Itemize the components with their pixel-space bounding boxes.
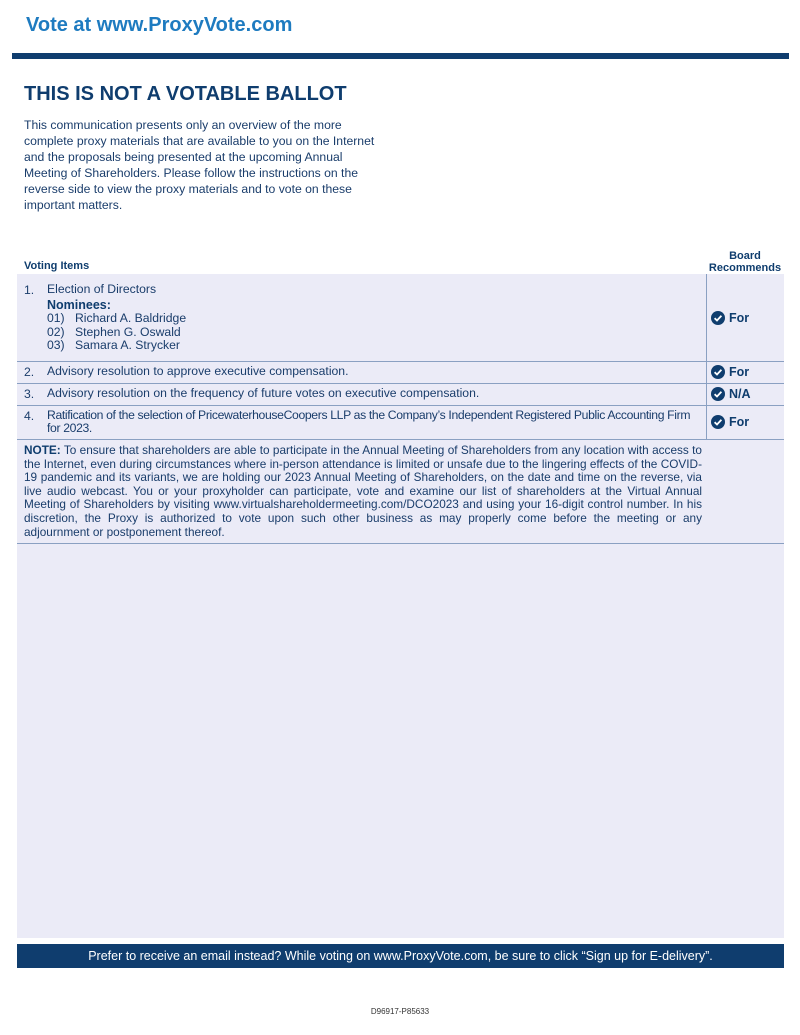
document-code: D96917-P85633 [370, 1007, 430, 1016]
item-number: 1. [24, 283, 35, 297]
item-text: Advisory resolution on the frequency of future votes on executive compensation. [47, 386, 480, 400]
check-circle-icon [711, 415, 725, 429]
proxyvote-link[interactable]: Vote at www.ProxyVote.com [26, 14, 293, 36]
board-recommendation [706, 383, 785, 405]
board-recommendation [706, 361, 785, 383]
note-label: NOTE: [24, 443, 61, 457]
nominee-name: Richard A. Baldridge [75, 311, 187, 326]
board-recommendation [706, 405, 785, 439]
voting-item-2 [17, 361, 784, 384]
note-paragraph [24, 444, 702, 539]
nominees-label: Nominees: [47, 298, 111, 313]
item-number: 4. [24, 409, 35, 423]
board-recommends-header [706, 250, 784, 274]
nominee-number: 03) [47, 337, 65, 352]
intro-paragraph: This communication presents only an overview of the more complete proxy materials that are available to you on the Internet and the proposals being presented at the upcoming Annual Meeting of Shareholders. Please follow the instructions on the reverse side to view the proxy materials and to vote on these important matters. [24, 118, 375, 212]
nominee-row [47, 339, 186, 352]
item-text: Ratification of the selection of PricewaterhouseCoopers LLP as the Company’s Independent Registered Public Accounting Firm for 2023. [47, 408, 691, 436]
board-header-line2: Recommends [708, 262, 782, 274]
recommendation-value: N/A [729, 387, 751, 401]
check-circle-icon [711, 311, 725, 325]
note-divider [17, 543, 784, 544]
page-title: THIS IS NOT A VOTABLE BALLOT [24, 83, 347, 105]
voting-items-header: Voting Items [24, 260, 90, 272]
item-text: Election of Directors [47, 282, 157, 296]
nominee-name: Stephen G. Oswald [75, 324, 181, 339]
board-header-line1: Board [729, 250, 761, 262]
header-rule [12, 53, 789, 59]
check-circle-icon [711, 365, 725, 379]
board-recommendation [706, 274, 785, 361]
note-text: To ensure that shareholders are able to participate in the Annual Meeting of Shareholders from any location with access to the Internet, even during circumstances where in-person attendance is limited or unsafe due to the lingering effects of the COVID-19 pandemic and its variants, we are holding our 2023 Annual Meeting of Shareholders, on the date and time on the reverse, via live audio webcast. You or your proxyholder can participate, vote and examine our list of shareholders at the Virtual Annual Meeting of Shareholders by visiting www.virtualshareholdermeeting.com/DCO2023 and using your 16-digit control number. In his discretion, the Proxy is authorized to vote upon such other business as may properly come before the meeting or any adjournment or postponement thereof. [24, 443, 702, 539]
item-number: 2. [24, 365, 35, 379]
voting-item-1 [17, 274, 784, 362]
check-circle-icon [711, 387, 725, 401]
nominee-number: 02) [47, 324, 65, 339]
item-text: Advisory resolution to approve executive compensation. [47, 364, 349, 378]
recommendation-value: For [729, 310, 750, 325]
voting-item-4 [17, 405, 784, 440]
nominee-name: Samara A. Strycker [75, 337, 180, 352]
voting-item-3 [17, 383, 784, 406]
recommendation-value: For [729, 415, 750, 429]
recommendation-value: For [729, 365, 750, 379]
edelivery-banner: Prefer to receive an email instead? While voting on www.ProxyVote.com, be sure to click “Sign up for E-delivery”. [17, 944, 784, 968]
item-number: 3. [24, 387, 35, 401]
nominee-number: 01) [47, 311, 65, 326]
